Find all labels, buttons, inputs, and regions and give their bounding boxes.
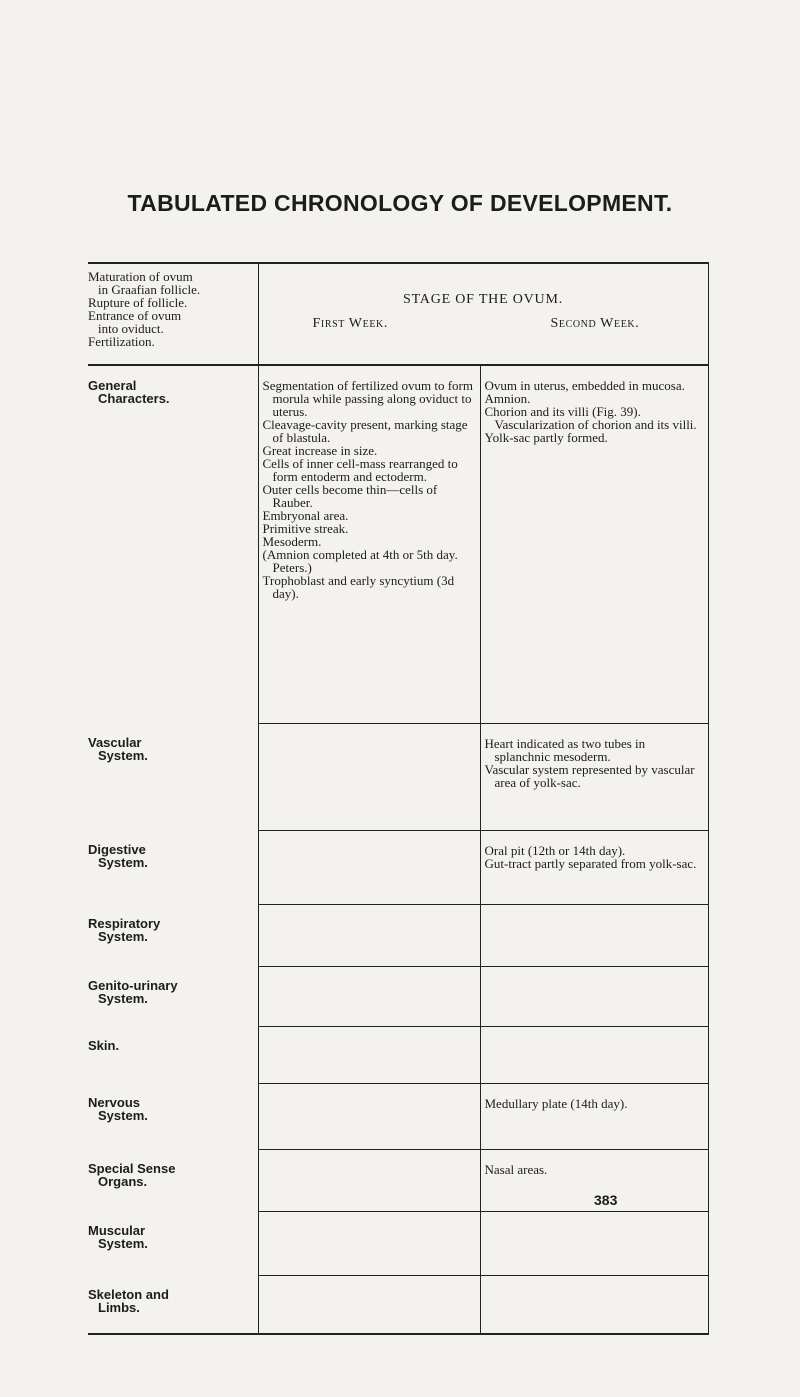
week1-cell (258, 1026, 480, 1083)
week2-cell (480, 1026, 708, 1083)
entry-text: Ovum in uterus, embedded in mucosa. (484, 378, 685, 393)
header-stage-cell (258, 263, 708, 365)
entry-text: Amnion. (484, 391, 531, 406)
week1-cell (258, 904, 480, 966)
entry-text: Mesoderm. (262, 534, 322, 549)
entry-text: Oral pit (12th or 14th day). (484, 842, 626, 858)
system-label-cell (88, 1149, 258, 1211)
week2-cell (480, 904, 708, 966)
entry-text: Embryonal area. (262, 508, 349, 523)
system-label-cell (88, 1083, 258, 1149)
week1-cell (258, 365, 480, 723)
system-label-cell (88, 830, 258, 904)
page-number: 383 (594, 1192, 618, 1208)
table-row (88, 1026, 708, 1083)
week1-cell (258, 1149, 480, 1211)
system-label-cont: System. (98, 991, 148, 1006)
system-label-cont: System. (98, 1236, 148, 1251)
entry-text: Segmentation of fertilized ovum to form morula while passing along oviduct to uterus. (262, 378, 473, 419)
entry-text: Cleavage-cavity present, marking stage of blastula. (262, 417, 468, 445)
system-label: Skeleton and (88, 1287, 169, 1302)
system-label-cell (88, 1211, 258, 1275)
week1-cell (258, 1211, 480, 1275)
system-label-cell (88, 723, 258, 830)
entry-text: Medullary plate (14th day). (484, 1095, 628, 1111)
header-event-line: Maturation of ovum (88, 269, 193, 284)
system-label: Respiratory (88, 916, 161, 931)
week2-cell (480, 365, 708, 723)
header-event-line: Fertilization. (88, 334, 155, 349)
system-label-cell (88, 365, 258, 723)
entry-text: Outer cells become thin—cells of Rauber. (262, 482, 438, 510)
system-label: Muscular (88, 1223, 146, 1238)
week1-cell (258, 723, 480, 830)
chronology-table (88, 262, 709, 1335)
table-row (88, 1275, 708, 1334)
system-label-cell (88, 904, 258, 966)
entry-text: Great increase in size. (262, 443, 378, 458)
entry-text: Chorion and its villi (Fig. 39). Vascularization of chorion and its villi. (484, 404, 697, 432)
week1-cell (258, 1083, 480, 1149)
header-event-line: Rupture of follicle. (88, 295, 188, 310)
table-row (88, 723, 708, 830)
system-label-cell (88, 1026, 258, 1083)
system-label: Genito-urinary (88, 978, 178, 993)
system-label-cell (88, 966, 258, 1026)
week1-cell (258, 830, 480, 904)
table-row (88, 1083, 708, 1149)
entry-text: Primitive streak. (262, 521, 349, 536)
entry-text: (Amnion completed at 4th or 5th day. Peters.) (262, 547, 458, 575)
header-event-line: in Graafian follicle. (98, 282, 201, 297)
week2-cell (480, 830, 708, 904)
system-label: Nervous (88, 1095, 141, 1110)
week2-cell (480, 966, 708, 1026)
system-label-cont: Limbs. (98, 1300, 140, 1315)
header-event-line: Entrance of ovum (88, 308, 182, 323)
system-label: Skin. (88, 1038, 120, 1053)
entry-text: Vascular system represented by vascular area of yolk-sac. (484, 761, 695, 790)
entry-text: Nasal areas. (484, 1161, 548, 1177)
system-label: Digestive (88, 842, 146, 857)
table-header-row (88, 263, 708, 365)
entry-text: Heart indicated as two tubes in splanchnic mesoderm. (484, 735, 646, 764)
page-title: TABULATED CHRONOLOGY OF DEVELOPMENT. (127, 190, 673, 216)
week1-cell (258, 1275, 480, 1334)
header-events-cell (88, 263, 258, 365)
system-label: Vascular (88, 735, 142, 750)
stage-heading: STAGE OF THE OVUM. (402, 292, 564, 307)
week2-cell (480, 1211, 708, 1275)
system-label-cont: Organs. (98, 1174, 148, 1189)
week2-cell (480, 1083, 708, 1149)
week1-cell (258, 966, 480, 1026)
week2-cell (480, 1275, 708, 1334)
table-body (88, 365, 708, 1334)
table-row (88, 830, 708, 904)
system-label-cont: Characters. (98, 391, 170, 406)
week1-heading: First Week. (312, 316, 388, 331)
week2-cell (480, 723, 708, 830)
system-label: Special Sense (88, 1161, 176, 1176)
table-row (88, 966, 708, 1026)
system-label-cont: System. (98, 748, 148, 763)
entry-text: Yolk-sac partly formed. (484, 430, 608, 445)
table-row (88, 365, 708, 723)
system-label: General (88, 378, 137, 393)
table-row (88, 1211, 708, 1275)
system-label-cell (88, 1275, 258, 1334)
header-event-line: into oviduct. (98, 321, 164, 336)
system-label-cont: System. (98, 1108, 148, 1123)
table-row (88, 904, 708, 966)
entry-text: Gut-tract partly separated from yolk-sac. (484, 855, 697, 871)
entry-text: Trophoblast and early syncytium (3d day). (262, 573, 455, 601)
system-label-cont: System. (98, 929, 148, 944)
week2-heading: Second Week. (550, 316, 640, 331)
entry-text: Cells of inner cell-mass rearranged to form entoderm and ectoderm. (262, 456, 458, 484)
system-label-cont: System. (98, 855, 148, 870)
